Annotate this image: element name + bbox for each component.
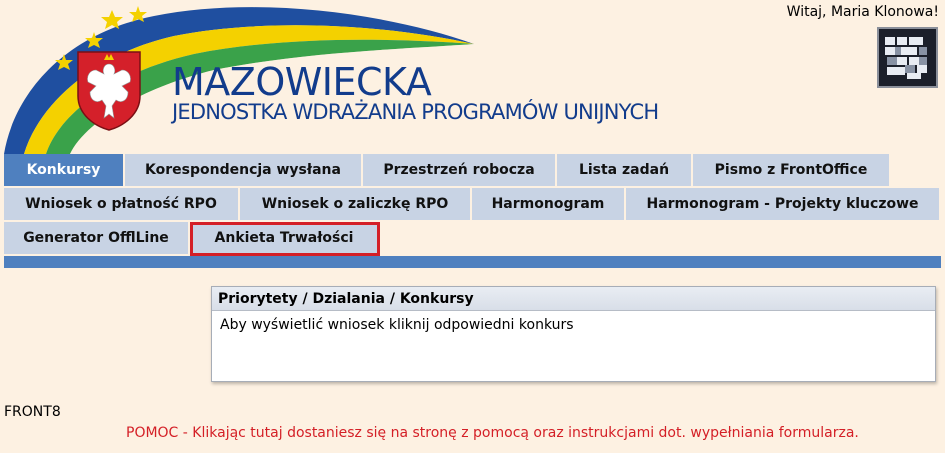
tab-harmonogram[interactable]: Harmonogram [472, 188, 626, 222]
app-logo-icon[interactable] [877, 27, 938, 88]
tab-przestrzen-robocza[interactable]: Przestrzeń robocza [363, 154, 557, 188]
tab-pismo-z-frontoffice[interactable]: Pismo z FrontOffice [693, 154, 891, 188]
panel-title: Priorytety / Dzialania / Konkursy [212, 287, 935, 311]
welcome-message: Witaj, Maria Klonowa! [786, 4, 939, 20]
main-navigation [4, 154, 941, 268]
tab-lista-zadan[interactable]: Lista zadań [557, 154, 693, 188]
help-link[interactable]: POMOC - Klikając tutaj dostaniesz się na stronę z pomocą oraz instrukcjami dot. wypełniania formularza. [126, 425, 859, 441]
tab-wniosek-o-zaliczke[interactable]: Wniosek o zaliczkę RPO [240, 188, 472, 222]
nav-row-1 [4, 154, 941, 188]
nav-row-3 [4, 222, 941, 256]
nav-underline-bar [4, 256, 941, 268]
nav-row-2 [4, 188, 941, 222]
front-id-label: FRONT8 [4, 404, 61, 420]
brand-subtitle: JEDNOSTKA WDRAŻANIA PROGRAMÓW UNIJNYCH [172, 100, 659, 124]
tab-generator-offline[interactable]: Generator OfflLine [4, 222, 190, 256]
tab-korespondencja-wyslana[interactable]: Korespondencja wysłana [125, 154, 363, 188]
tab-wniosek-o-platnosc[interactable]: Wniosek o płatność RPO [4, 188, 240, 222]
tab-harmonogram-projekty-kluczowe[interactable]: Harmonogram - Projekty kluczowe [626, 188, 941, 222]
mazowsze-emblem-icon [74, 48, 144, 132]
pixel-logo-icon [879, 29, 936, 86]
competitions-panel [211, 286, 936, 382]
tab-ankieta-trwalosci[interactable]: Ankieta Trwałości [190, 222, 380, 256]
brand-title: MAZOWIECKA [172, 60, 432, 104]
panel-message: Aby wyświetlić wniosek kliknij odpowiedni konkurs [220, 317, 574, 333]
tab-konkursy[interactable]: Konkursy [4, 154, 125, 188]
header-banner [4, 4, 714, 154]
